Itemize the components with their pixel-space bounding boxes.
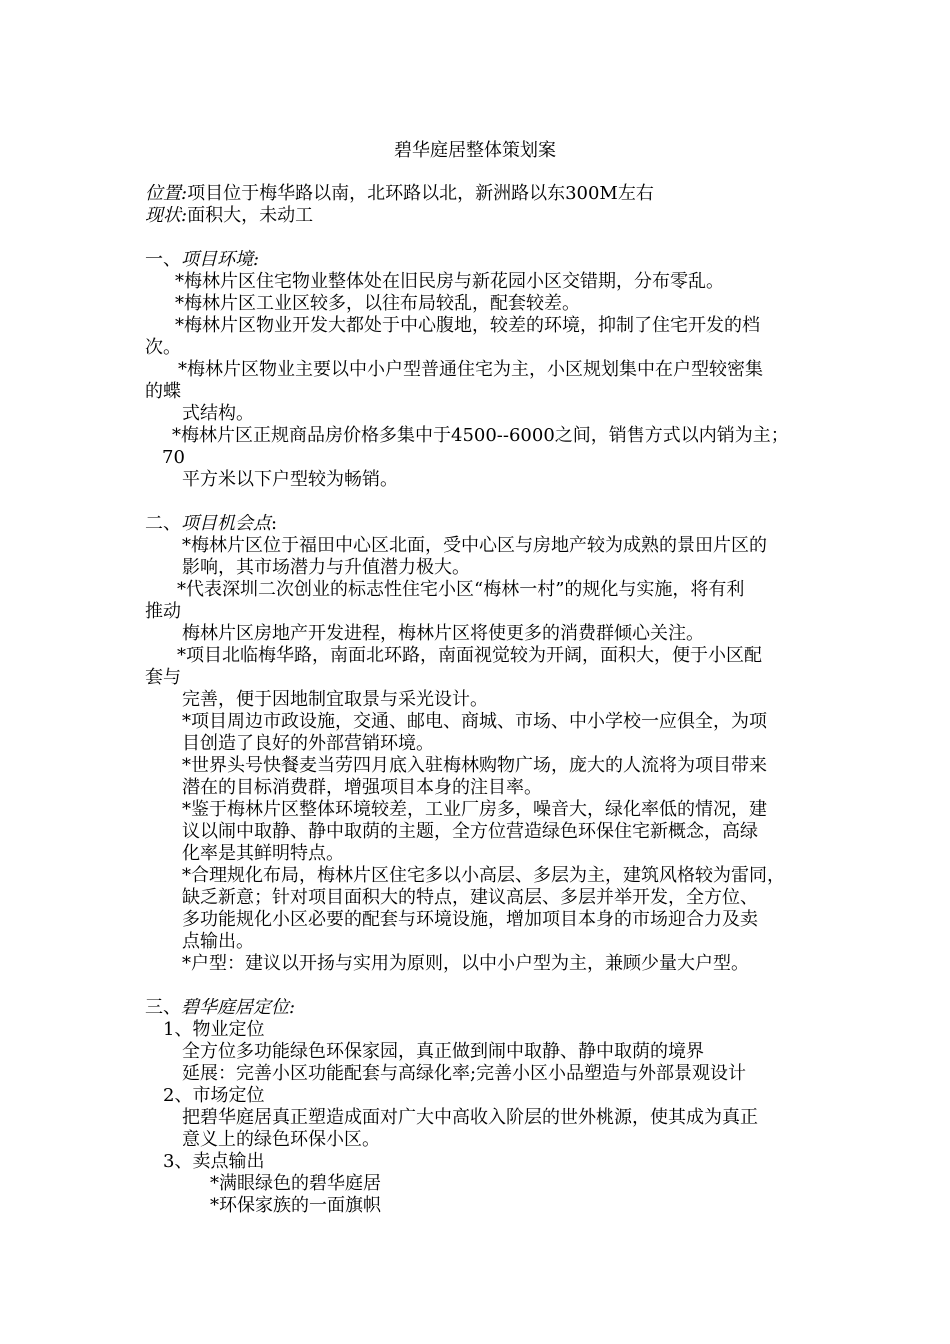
section-heading <box>145 997 295 1019</box>
paragraph-line: *世界头号快餐麦当劳四月底入驻梅林购物广场，庞大的人流将为项目带来 <box>182 755 767 776</box>
paragraph-line: 70 <box>162 447 185 468</box>
paragraph-line: *梅林片区住宅物业整体处在旧民房与新花园小区交错期，分布零乱。 <box>175 271 724 292</box>
paragraph-line: *项目周边市政设施，交通、邮电、商城、市场、中小学校一应俱全，为项 <box>182 711 767 732</box>
paragraph-line: *合理规化布局，梅林片区住宅多以小高层、多层为主，建筑风格较为雷同， <box>182 865 785 886</box>
section-colon: : <box>271 513 278 534</box>
paragraph-line: 推动 <box>145 601 181 622</box>
document-title: 碧华庭居整体策划案 <box>394 140 556 161</box>
location-label: 位置: <box>145 183 188 204</box>
status-text: 面积大，未动工 <box>187 205 314 226</box>
paragraph-line: *梅林片区物业主要以中小户型普通住宅为主，小区规划集中在户型较密集 <box>178 359 763 380</box>
section-title: 项目机会点 <box>181 513 271 534</box>
paragraph-line: *梅林片区工业区较多，以往布局较乱，配套较差。 <box>175 293 580 314</box>
paragraph-line: 影响，其市场潜力与升值潜力极大。 <box>182 557 470 578</box>
paragraph-line: 缺乏新意；针对项目面积大的特点，建议高层、多层并举开发，全方位、 <box>182 887 758 908</box>
section-number: 一、 <box>145 249 181 270</box>
paragraph-line: 议以闹中取静、静中取荫的主题，全方位营造绿色环保住宅新概念，高绿 <box>182 821 758 842</box>
paragraph-line: 次。 <box>145 337 181 358</box>
location-text: 项目位于梅华路以南，北环路以北，新洲路以东300M左右 <box>187 183 654 204</box>
paragraph-line: *梅林片区物业开发大都处于中心腹地，较差的环境，抑制了住宅开发的档 <box>175 315 760 336</box>
paragraph-line: 套与 <box>145 667 181 688</box>
paragraph-line: 完善，便于因地制宜取景与采光设计。 <box>182 689 488 710</box>
section-number: 二、 <box>145 513 181 534</box>
paragraph-line: *梅林片区位于福田中心区北面，受中心区与房地产较为成熟的景田片区的 <box>182 535 767 556</box>
section-number: 三、 <box>145 997 181 1018</box>
list-item: *满眼绿色的碧华庭居 <box>210 1173 381 1194</box>
paragraph-line: 目创造了良好的外部营销环境。 <box>182 733 434 754</box>
section-heading <box>145 249 259 271</box>
paragraph-line: 点输出。 <box>182 931 254 952</box>
paragraph-line: 平方米以下户型较为畅销。 <box>182 469 398 490</box>
paragraph-line: *梅林片区正规商品房价格多集中于4500--6000之间，销售方式以内销为主； <box>172 425 789 446</box>
paragraph-line: 的蝶 <box>145 381 181 402</box>
subsection-heading: 3、卖点输出 <box>163 1151 265 1172</box>
paragraph-line: 化率是其鲜明特点。 <box>182 843 344 864</box>
subsection-heading: 2、市场定位 <box>163 1085 265 1106</box>
paragraph-line: *户型：建议以开扬与实用为原则，以中小户型为主，兼顾少量大户型。 <box>182 953 749 974</box>
paragraph-line: 式结构。 <box>182 403 254 424</box>
paragraph-line: 潜在的目标消费群，增强项目本身的注目率。 <box>182 777 542 798</box>
status-line <box>145 205 313 227</box>
location-line <box>145 183 654 205</box>
paragraph-line: 多功能规化小区必要的配套与环境设施，增加项目本身的市场迎合力及卖 <box>182 909 758 930</box>
paragraph-line: *鉴于梅林片区整体环境较差，工业厂房多，噪音大，绿化率低的情况，建 <box>182 799 767 820</box>
paragraph-line: 把碧华庭居真正塑造成面对广大中高收入阶层的世外桃源，使其成为真正 <box>182 1107 758 1128</box>
paragraph-line: *项目北临梅华路，南面北环路，南面视觉较为开阔，面积大，便于小区配 <box>177 645 762 666</box>
subsection-heading: 1、物业定位 <box>163 1019 265 1040</box>
section-title: 项目环境: <box>181 249 260 270</box>
paragraph-line: *代表深圳二次创业的标志性住宅小区“梅林一村”的规化与实施，将有利 <box>177 579 745 600</box>
paragraph-line: 意义上的绿色环保小区。 <box>182 1129 380 1150</box>
paragraph-line: 全方位多功能绿色环保家园，真正做到闹中取静、静中取荫的境界 <box>182 1041 704 1062</box>
section-heading <box>145 513 277 535</box>
section-title: 碧华庭居定位: <box>181 997 296 1018</box>
list-item: *环保家族的一面旗帜 <box>210 1195 381 1216</box>
status-label: 现状: <box>145 205 188 226</box>
paragraph-line: 延展：完善小区功能配套与高绿化率;完善小区小品塑造与外部景观设计 <box>182 1063 747 1084</box>
paragraph-line: 梅林片区房地产开发进程，梅林片区将使更多的消费群倾心关注。 <box>182 623 704 644</box>
